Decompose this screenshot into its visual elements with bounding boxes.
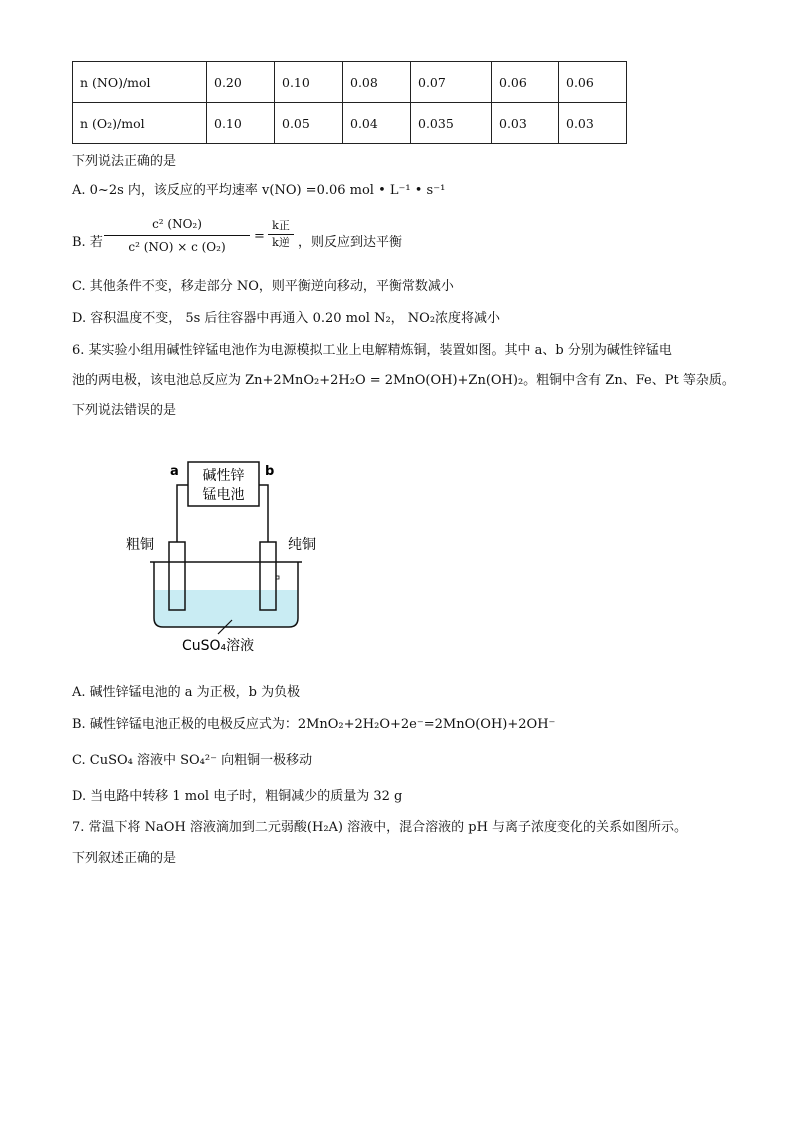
q6-option-c: C. CuSO₄ 溶液中 SO₄²⁻ 向粗铜一极移动 [72, 753, 313, 768]
q7-stem-line1: 7. 常温下将 NaOH 溶液滴加到二元弱酸(H₂A) 溶液中，混合溶液的 pH 与离子浓度变化的关系如图所示。 [72, 820, 688, 835]
electrode-label-b: b [265, 464, 275, 479]
crude-copper-label: 粗铜 [126, 537, 154, 553]
table-cell: 0.10 [275, 62, 343, 103]
q6-option-b: B. 碱性锌锰电池正极的电极反应式为：2MnO₂+2H₂O+2e⁻=2MnO(OH)+2OH⁻ [72, 717, 556, 732]
fraction-bar [104, 235, 250, 236]
table-cell: 0.10 [207, 103, 275, 144]
electrode-label-a: a [170, 464, 179, 479]
table-cell: 0.08 [343, 62, 411, 103]
battery-label-line1: 碱性锌 [202, 468, 245, 484]
table-cell: 0.035 [411, 103, 492, 144]
table-cell: 0.03 [492, 103, 559, 144]
q6-option-d: D. 当电路中转移 1 mol 电子时，粗铜减少的质量为 32 g [72, 789, 403, 804]
q6-stem-line1: 6. 某实验小组用碱性锌锰电池作为电源模拟工业上电解精炼铜，装置如图。其中 a、b 分别为碱性锌锰电 [72, 343, 672, 358]
data-table [72, 61, 627, 144]
row-label: n (O₂)/mol [73, 103, 207, 144]
table-row [73, 103, 627, 144]
k-forward: k正 [272, 219, 290, 232]
option-b-suffix: ，则反应到达平衡 [298, 235, 403, 250]
pure-copper-label: 纯铜 [288, 537, 316, 553]
solution-label: CuSO₄溶液 [182, 638, 255, 654]
fraction-numerator: c² (NO₂) [152, 217, 202, 231]
equals-sign: = [254, 229, 265, 244]
electrolysis-apparatus-diagram [118, 452, 358, 662]
table-cell: 0.04 [343, 103, 411, 144]
q5-option-a: A. 0~2s 内，该反应的平均速率 v(NO) =0.06 mol • L⁻¹ • s⁻¹ [72, 183, 446, 198]
fraction-denominator: c² (NO) × c (O₂) [128, 240, 226, 254]
concentration-fraction [104, 214, 250, 257]
table-cell: 0.06 [492, 62, 559, 103]
table-cell: 0.20 [207, 62, 275, 103]
table-cell: 0.05 [275, 103, 343, 144]
k-reverse: k逆 [272, 236, 290, 249]
q7-stem-line2: 下列叙述正确的是 [72, 851, 177, 866]
q6-option-a: A. 碱性锌锰电池的 a 为正极，b 为负极 [72, 685, 301, 700]
q5-prompt: 下列说法正确的是 [72, 154, 177, 169]
q5-option-d: D. 容积温度不变， 5s 后往容器中再通入 0.20 mol N₂， NO₂浓度将减小 [72, 311, 501, 326]
table-row [73, 62, 627, 103]
battery-label-line2: 锰电池 [202, 487, 245, 503]
row-label: n (NO)/mol [73, 62, 207, 103]
table-cell: 0.06 [559, 62, 627, 103]
q5-option-c: C. 其他条件不变，移走部分 NO，则平衡逆向移动，平衡常数减小 [72, 279, 454, 294]
q6-stem-line3: 下列说法错误的是 [72, 403, 177, 418]
table-cell: 0.03 [559, 103, 627, 144]
q6-stem-line2: 池的两电极，该电池总反应为 Zn+2MnO₂+2H₂O = 2MnO(OH)+Zn(OH)₂。粗铜中含有 Zn、Fe、Pt 等杂质。 [72, 373, 735, 388]
q5-option-b [72, 214, 492, 264]
table-cell: 0.07 [411, 62, 492, 103]
option-b-prefix: B. 若 [72, 235, 103, 250]
rate-constant-fraction [268, 218, 294, 251]
